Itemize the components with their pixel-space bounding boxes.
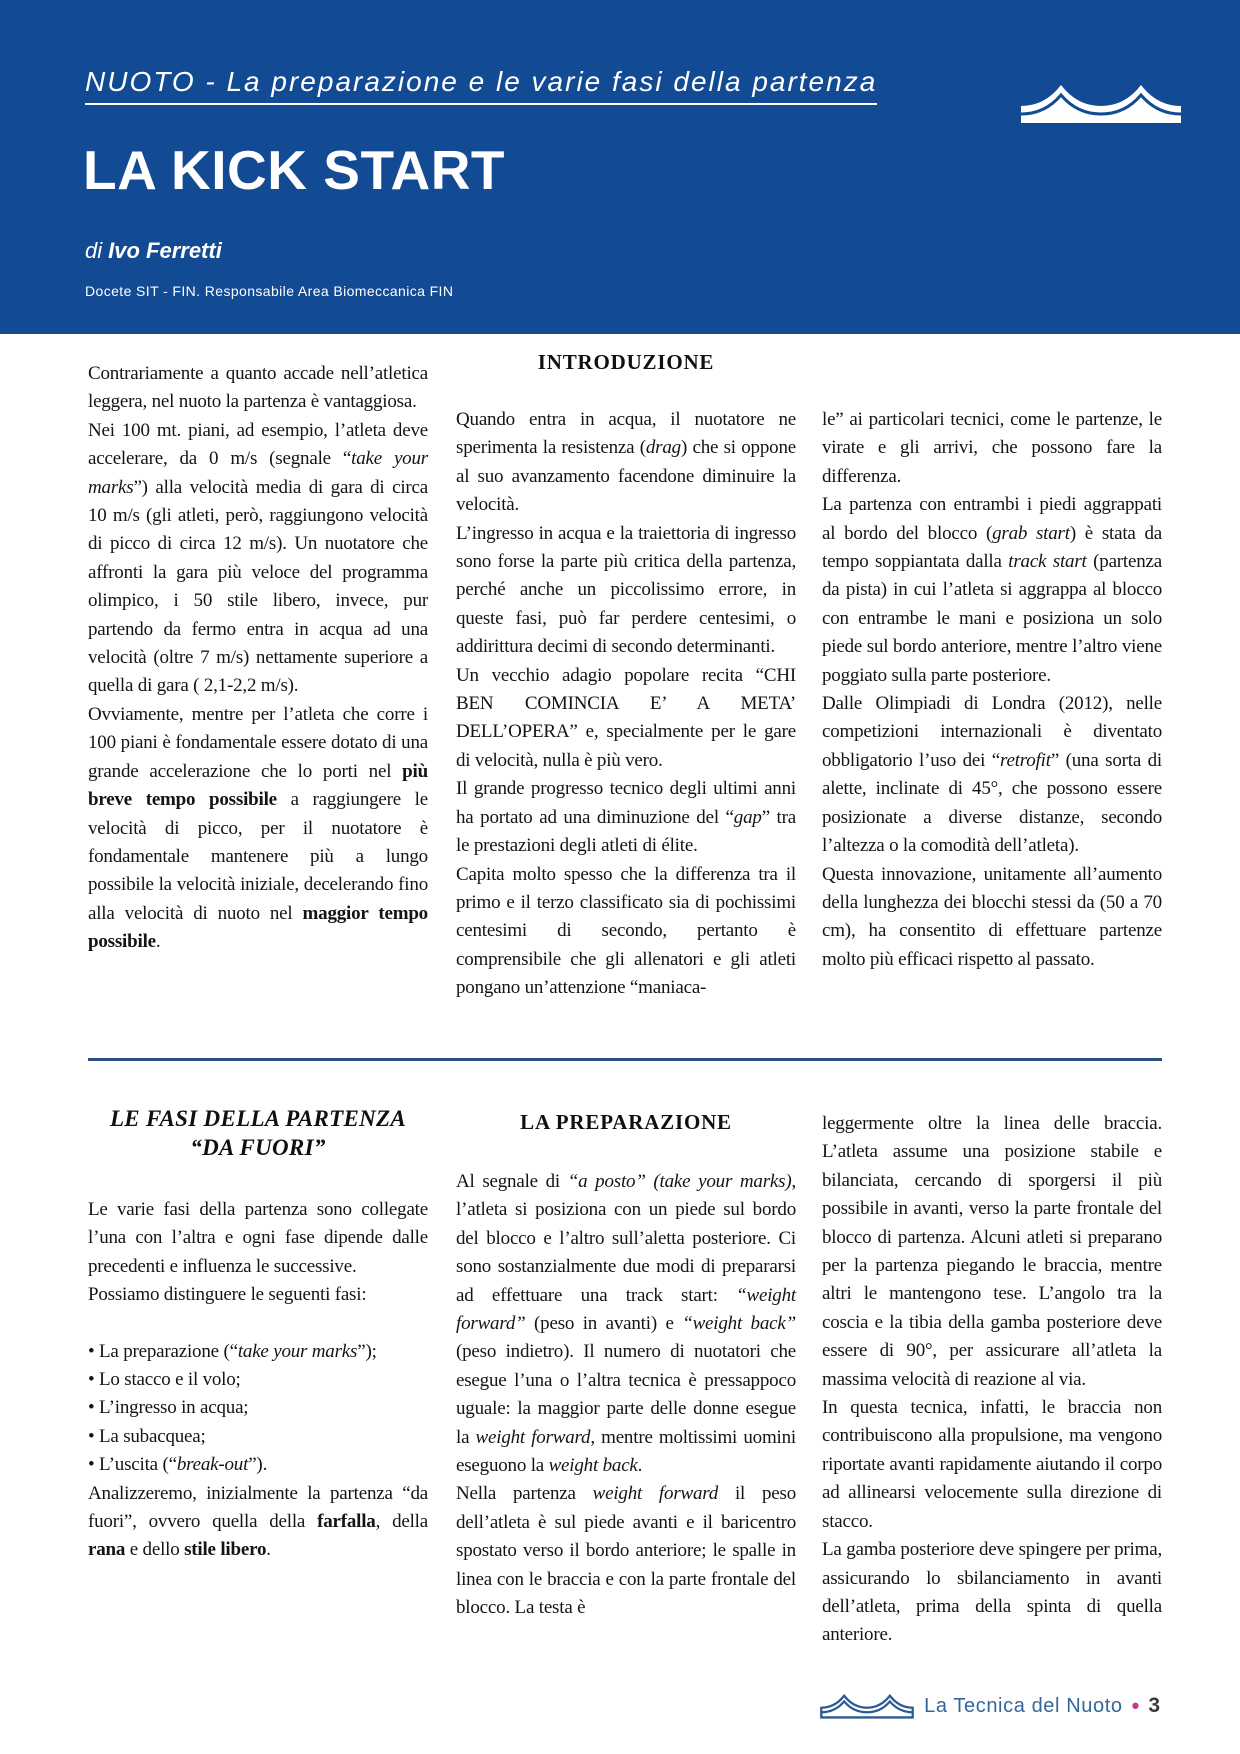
intro-column-1	[88, 360, 428, 957]
page-title: LA KICK START	[83, 139, 506, 201]
paragraph: Ovviamente, mentre per l’atleta che corre i 100 piani è fondamentale essere dotato di una grande accelerazione che lo porti nel più breve tempo possibile a raggiungere le velocità di picco, per il nuotatore è fondamentale mantenere più a lungo possibile la velocità iniziale, decelerando fino alla velocità di nuoto nel maggior tempo possibile.	[88, 703, 428, 953]
paragraph: Capita molto spesso che la differenza tra il primo e il terzo classificato sia di pochissimi centesimi di secondo, pertanto è comprensibile che gli allenatori e gli atleti pongano un’attenzione “maniaca-	[456, 863, 796, 999]
intro-column-2	[456, 406, 796, 1003]
paragraph: L’ingresso in acqua e la traiettoria di ingresso sono forse la parte più critica della partenza, perché anche un piccolissimo errore, in queste fasi, può far perdere centesimi, o addirittura decimi di secondo determinanti.	[456, 522, 796, 658]
footer-page-number: 3	[1148, 1694, 1160, 1717]
paragraph: Un vecchio adagio popolare recita “CHI BEN COMINCIA E’ A META’ DELL’OPERA” e, specialmente per le gare di velocità, nulla è più vero.	[456, 664, 796, 771]
paragraph: Le varie fasi della partenza sono collegate l’una con l’altra e ogni fase dipende dalle precedenti e influenza le successive.	[88, 1199, 428, 1277]
fasi-heading-line2: “DA FUORI”	[190, 1135, 326, 1160]
intro-column-3	[822, 406, 1162, 974]
paragraph: La partenza con entrambi i piedi aggrappati al bordo del blocco (grab start) è stata da tempo soppiantata dalla track start (partenza da pista) in cui l’atleta si aggrappa al blocco con entrambe le mani e posiziona un solo piede sul bordo anteriore, mentre l’altro viene poggiato sulla parte posteriore.	[822, 494, 1163, 686]
fasi-heading-line1: LE FASI DELLA PARTENZA	[109, 1106, 407, 1131]
byline-role: Docete SIT - FIN. Responsabile Area Biomeccanica FIN	[85, 283, 454, 299]
section-heading-fasi	[88, 1104, 428, 1162]
paragraph: • L’ingresso in acqua;	[88, 1397, 249, 1419]
paragraph: Nei 100 mt. piani, ad esempio, l’atleta deve accelerare, da 0 m/s (segnale “take your marks”) alla velocità media di gara di circa 10 m/s (gli atleti, però, raggiungono velocità di picco di circa 12 m/s). Un nuotatore che affronti la gara più veloce del programma olimpico, i 50 stile libero, invece, pur partendo da fermo entra in acqua ad una velocità (oltre 7 m/s) nettamente superiore a quella di gara ( 2,1-2,2 m/s).	[88, 419, 428, 697]
paragraph: In questa tecnica, infatti, le braccia non contribuiscono alla propulsione, ma vengono riportate avanti rapidamente aiutando il corpo ad allinearsi velocemente sulla direzione di stacco.	[822, 1397, 1162, 1532]
prep-column-3	[822, 1110, 1162, 1650]
footer	[819, 1692, 1160, 1720]
section-divider-rule	[88, 1058, 1162, 1061]
section-heading-preparazione: LA PREPARAZIONE	[520, 1110, 732, 1134]
paragraph: leggermente oltre la linea delle braccia. L’atleta assume una posizione stabile e bilanciata, cercando di sporgersi il più possibile in avanti, verso la parte frontale del blocco di partenza. Alcuni atleti si preparano per la partenza piegando le braccia, mentre altri le mantengono tese. L’angolo tra la coscia e la tibia della gamba posteriore deve essere di 90°, per assicurare all’atleta la massima velocità di reazione al via.	[822, 1113, 1162, 1390]
paragraph: Contrariamente a quanto accade nell’atletica leggera, nel nuoto la partenza è vantaggiosa.	[88, 363, 428, 413]
paragraph: Dalle Olimpiadi di Londra (2012), nelle competizioni internazionali è diventato obbligatorio l’uso dei “retrofit” (una sorta di alette, inclinate di 45°, che possono essere posizionate a diverse distanze, secondo l’altezza o la comodità dell’atleta).	[822, 693, 1162, 857]
footer-brand: La Tecnica del Nuoto	[924, 1694, 1123, 1717]
paragraph: le” ai particolari tecnici, come le partenze, le virate e gli arrivi, che possono fare la differenza.	[822, 409, 1162, 487]
header-band	[0, 0, 1240, 334]
paragraph: • La preparazione (“take your marks”);	[88, 1340, 377, 1362]
section-heading-introduzione: INTRODUZIONE	[537, 350, 715, 374]
byline	[85, 238, 222, 264]
wave-logo-icon	[1012, 80, 1190, 131]
paragraph: Nella partenza weight forward il peso dell’atleta è sul piede avanti e il baricentro spostato verso il bordo anteriore; le spalle in linea con le braccia e con la parte frontale del blocco. La testa è	[456, 1483, 796, 1619]
paragraph: Questa innovazione, unitamente all’aumento della lunghezza dei blocchi stessi da (50 a 70 cm), ha consentito di effettuare partenze molto più efficaci rispetto al passato.	[822, 863, 1162, 970]
paragraph: • L’uscita (“break-out”).	[88, 1454, 268, 1476]
byline-prefix: di	[85, 238, 103, 263]
prep-column-2	[456, 1168, 796, 1623]
paragraph: Analizzeremo, inizialmente la partenza “da fuori”, ovvero quella della farfalla, della rana e dello stile libero.	[88, 1482, 428, 1561]
paragraph: Il grande progresso tecnico degli ultimi anni ha portato ad una diminuzione del “gap” tra le prestazioni degli atleti di élite.	[456, 778, 796, 857]
paragraph: Al segnale di “a posto” (take your marks), l’atleta si posiziona con un piede sul bordo del blocco e l’altro sull’aletta posteriore. Ci sono sostanzialmente due modi di prepararsi ad effettuare una track start: “weight forward” (peso in avanti) e “weight back” (peso indietro). Il numero di nuotatori che esegue l’una o l’altra tecnica è pressappoco uguale: la maggior parte delle donne esegue la weight forward, mentre moltissimi uomini eseguono la weight back.	[456, 1171, 797, 1477]
category-link: NUOTO - La preparazione e le varie fasi della partenza	[85, 66, 877, 105]
paragraph: Possiamo distinguere le seguenti fasi:	[88, 1284, 367, 1306]
byline-author: Ivo Ferretti	[108, 238, 222, 263]
footer-separator-dot: •	[1131, 1693, 1140, 1718]
paragraph: • La subacquea;	[88, 1425, 206, 1447]
wave-logo-outline-icon	[819, 1692, 915, 1720]
paragraph: • Lo stacco e il volo;	[88, 1369, 241, 1391]
paragraph: La gamba posteriore deve spingere per prima, assicurando lo sbilanciamento in avanti dell’atleta, prima della spinta di quella anteriore.	[822, 1539, 1162, 1646]
fasi-column-1	[88, 1196, 428, 1565]
paragraph: Quando entra in acqua, il nuotatore ne sperimenta la resistenza (drag) che si oppone al suo avanzamento facendone diminuire la velocità.	[456, 409, 796, 516]
